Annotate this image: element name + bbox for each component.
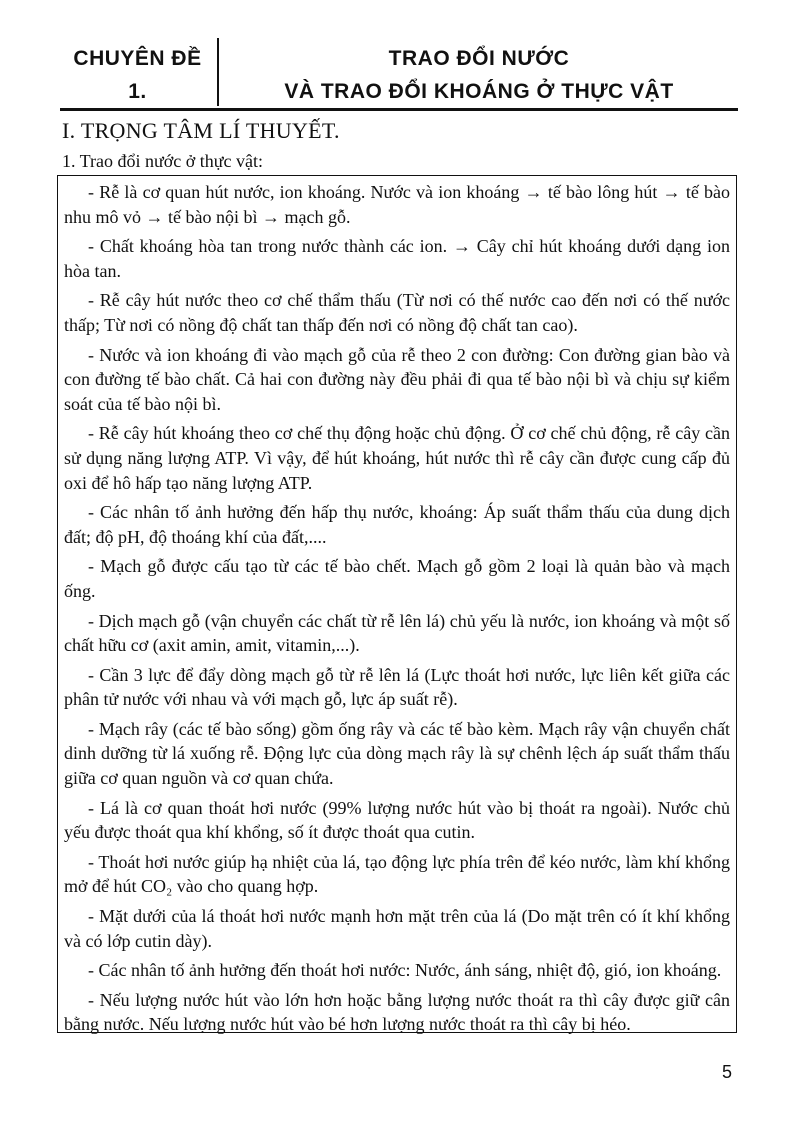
theory-box bbox=[57, 175, 737, 1033]
theory-paragraph: - Cần 3 lực để đẩy dòng mạch gỗ từ rễ lên lá (Lực thoát hơi nước, lực liên kết giữa các phân tử nước với nhau và với mạch gỗ, lực áp suất rễ). bbox=[64, 664, 730, 710]
chapter-title-block bbox=[220, 38, 738, 112]
topic-number: 1. bbox=[128, 80, 147, 103]
theory-paragraph: - Chất khoáng hòa tan trong nước thành các ion. → Cây chỉ hút khoáng dưới dạng ion hòa tan. bbox=[64, 236, 730, 281]
chapter-header bbox=[60, 38, 738, 110]
theory-paragraph: - Thoát hơi nước giúp hạ nhiệt của lá, tạo động lực phía trên để kéo nước, làm khí khổng mở để hút CO₂ vào cho quang hợp. bbox=[64, 851, 730, 897]
theory-paragraph: - Rễ cây hút nước theo cơ chế thẩm thấu (Từ nơi có thế nước cao đến nơi có thế nước thấp; Từ nơi có nồng độ chất tan thấp đến nơi có nồng độ chất tan cao). bbox=[64, 290, 730, 335]
chapter-title-line2: VÀ TRAO ĐỔI KHOÁNG Ở THỰC VẬT bbox=[284, 80, 674, 103]
theory-paragraph: - Mạch rây (các tế bào sống) gồm ống rây và các tế bào kèm. Mạch rây vận chuyển chất dinh dưỡng từ lá xuống rễ. Động lực của dòng mạch rây là sự chênh lệch áp suất thẩm thấu giữa cơ quan nguồn và cơ quan chứa. bbox=[64, 718, 730, 789]
page-number: 5 bbox=[722, 1062, 733, 1082]
theory-paragraph: - Nếu lượng nước hút vào lớn hơn hoặc bằng lượng nước thoát ra thì cây được giữ cân bằng nước. Nếu lượng nước hút vào bé hơn lượng nước thoát ra thì cây bị héo. bbox=[64, 989, 730, 1035]
theory-paragraph: - Lá là cơ quan thoát hơi nước (99% lượng nước hút vào bị thoát ra ngoài). Nước chủ yếu được thoát qua khí khổng, số ít được thoát qua cutin. bbox=[64, 797, 730, 843]
theory-paragraph: - Rễ là cơ quan hút nước, ion khoáng. Nước và ion khoáng → tế bào lông hút → tế bào nhu mô vỏ → tế bào nội bì → mạch gỗ. bbox=[64, 182, 730, 227]
theory-paragraph: - Dịch mạch gỗ (vận chuyển các chất từ rễ lên lá) chủ yếu là nước, ion khoáng và một số chất hữu cơ (axit amin, amit, vitamin,...). bbox=[64, 610, 730, 656]
header-divider bbox=[217, 38, 219, 106]
topic-label-block bbox=[60, 38, 215, 112]
topic-label: CHUYÊN ĐỀ bbox=[73, 47, 202, 70]
theory-paragraph: - Mạch gỗ được cấu tạo từ các tế bào chết. Mạch gỗ gồm 2 loại là quản bào và mạch ống. bbox=[64, 556, 730, 601]
theory-paragraph: - Các nhân tố ảnh hưởng đến hấp thụ nước, khoáng: Áp suất thẩm thấu của dung dịch đất; độ pH, độ thoáng khí của đất,.... bbox=[64, 502, 730, 547]
chapter-title-line1: TRAO ĐỔI NƯỚC bbox=[388, 47, 570, 70]
theory-paragraph: - Nước và ion khoáng đi vào mạch gỗ của rễ theo 2 con đường: Con đường gian bào và con đường tế bào chất. Cả hai con đường này đều phải đi qua tế bào nội bì và chịu sự kiểm soát của tế bào nội bì. bbox=[64, 344, 730, 414]
theory-paragraph: - Các nhân tố ảnh hưởng đến thoát hơi nước: Nước, ánh sáng, nhiệt độ, gió, ion khoáng. bbox=[88, 960, 722, 981]
header-rule bbox=[60, 108, 738, 111]
theory-paragraph: - Mặt dưới của lá thoát hơi nước mạnh hơn mặt trên của lá (Do mặt trên có ít khí khổng và có lớp cutin dày). bbox=[64, 906, 730, 951]
subsection-title: 1. Trao đổi nước ở thực vật: bbox=[62, 151, 264, 171]
section-title: I. TRỌNG TÂM LÍ THUYẾT. bbox=[62, 118, 340, 143]
theory-paragraph: - Rễ cây hút khoáng theo cơ chế thụ động hoặc chủ động. Ở cơ chế chủ động, rễ cây cần sử dụng năng lượng ATP. Vì vậy, để hút khoáng, hút nước thì rễ cây cần được cung cấp đủ oxi để hô hấp tạo năng lượng ATP. bbox=[64, 423, 730, 493]
